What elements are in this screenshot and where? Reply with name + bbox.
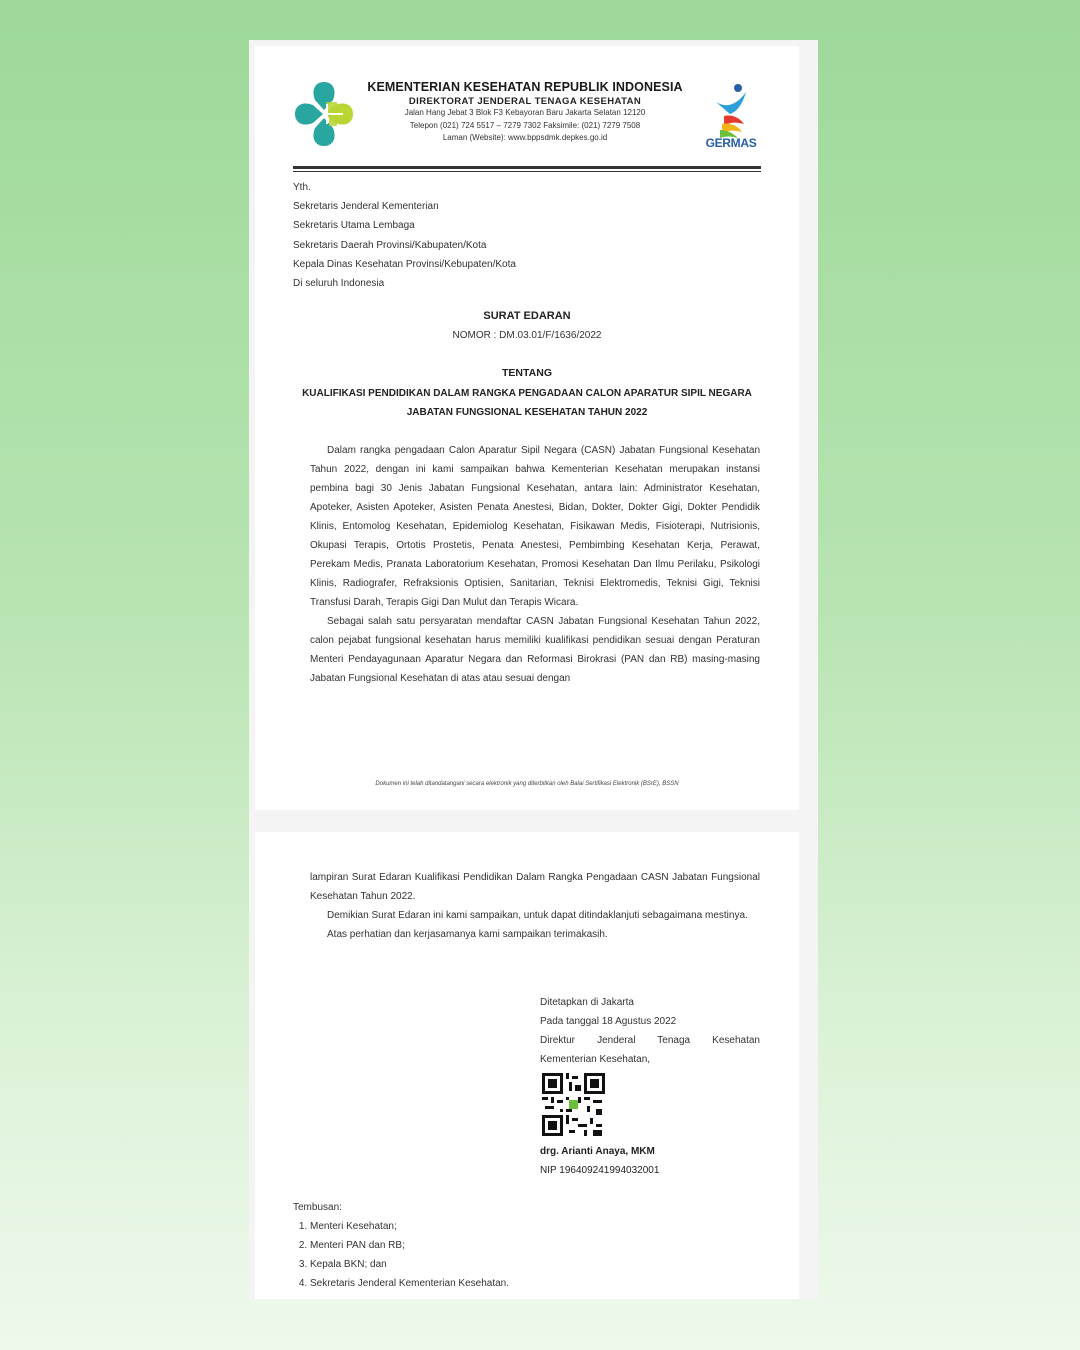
kemenkes-logo [293,80,355,148]
sign-place: Ditetapkan di Jakarta [540,997,634,1008]
recipient-line: Di seluruh Indonesia [293,278,385,290]
recipient-line: Sekretaris Utama Lembaga [293,220,415,232]
esign-footer-note: Dokumen ini telah ditandatangani secara elektronik yang diterbitkan oleh Balai Sertifikasi Elektronik (BSrE), BSSN [375,781,679,787]
recipient-line: Kepala Dinas Kesehatan Provinsi/Kebupaten/Kota [293,258,516,270]
cc-list [293,1217,509,1293]
paragraph: Atas perhatian dan kerjasamanya kami sampaikan terimakasih. [327,929,608,940]
carbon-copy [293,1198,509,1293]
cc-item: 1. Menteri Kesehatan; [310,1217,509,1236]
header-rule [293,166,761,169]
sign-date: Pada tanggal 18 Agustus 2022 [540,1016,677,1027]
signer-nip: NIP 196409241994032001 [540,1165,660,1176]
qr-code-signature [542,1073,605,1136]
recipient-line: Sekretaris Daerah Provinsi/Kabupaten/Kota [293,239,487,251]
letter-body-page-1 [310,441,760,688]
website: Laman (Website): www.bppsdmk.depkes.go.id [442,133,608,142]
germas-label: GERMAS [705,136,757,150]
ministry-name: KEMENTERIAN KESEHATAN REPUBLIK INDONESIA [367,80,683,94]
signer [540,1142,659,1180]
letter-body-page-2 [310,868,760,944]
letter-subject: KUALIFIKASI PENDIDIKAN DALAM RANGKA PENGADAAN CALON APARATUR SIPIL NEGARA JABATAN FUNGSIONAL KESEHATAN TAHUN 2022 [302,388,752,418]
paragraph: Sebagai salah satu persyaratan mendaftar CASN Jabatan Fungsional Kesehatan Tahun 2022, calon pejabat fungsional kesehatan harus memiliki kualifikasi pendidikan sesuai dengan Peraturan Menteri Pendayagunaan Aparatur Negara dan Reformasi Birokrasi (PAN dan RB) masing-masing Jabatan Fungsional Kesehatan di atas atau sesuai dengan [310,616,760,684]
header-rule-thin [293,171,761,172]
paragraph: Demikian Surat Edaran ini kami sampaikan, untuk dapat ditindaklanjuti sebagaimana mestinya. [327,910,748,921]
letter-number: NOMOR : DM.03.01/F/1636/2022 [452,330,602,341]
letter-title: SURAT EDARAN [483,310,571,322]
letter-page-1 [255,46,799,810]
recipient-line: Yth. [293,182,311,193]
letter-page-2 [255,832,799,1299]
recipients [293,178,516,293]
recipient-line: Sekretaris Jenderal Kementerian [293,201,439,213]
paragraph: lampiran Surat Edaran Kualifikasi Pendidikan Dalam Rangka Pengadaan CASN Jabatan Fungsional Kesehatan Tahun 2022. [310,872,760,902]
address: Jalan Hang Jebat 3 Blok F3 Kebayoran Baru Jakarta Selatan 12120 [404,108,646,117]
sign-position: Direktur Jenderal Tenaga Kesehatan [540,1035,760,1046]
tentang-label: TENTANG [502,367,552,379]
sign-institution: Kementerian Kesehatan, [540,1054,651,1065]
letterhead [355,80,695,145]
cc-label: Tembusan: [293,1202,342,1213]
cc-item: 3. Kepala BKN; dan [310,1255,509,1274]
cc-item: 2. Menteri PAN dan RB; [310,1236,509,1255]
signer-name: drg. Arianti Anaya, MKM [540,1146,655,1157]
cc-item: 4. Sekretaris Jenderal Kementerian Kesehatan. [310,1274,509,1293]
paragraph: Dalam rangka pengadaan Calon Aparatur Sipil Negara (CASN) Jabatan Fungsional Kesehatan Tahun 2022, dengan ini kami sampaikan bahwa Kementerian Kesehatan merupakan instansi pembina bagi 30 Jenis Jabatan Fungsional Kesehatan, antara lain: Administrator Kesehatan, Apoteker, Asisten Apoteker, Asisten Penata Anestesi, Bidan, Dokter, Dokter Gigi, Dokter Pendidik Klinis, Entomolog Kesehatan, Epidemiolog Kesehatan, Fisikawan Medis, Fisioterapi, Nutrisionis, Okupasi Terapis, Ortotis Prostetis, Penata Anestesi, Pembimbing Kesehatan Kerja, Perawat, Perekam Medis, Pranata Laboratorium Kesehatan, Promosi Kesehatan Dan Ilmu Perilaku, Psikologi Klinis, Radiografer, Refraksionis Optisien, Sanitarian, Teknisi Elektromedis, Teknisi Gigi, Teknisi Transfusi Darah, Terapis Gigi Dan Mulut dan Terapis Wicara. [310,445,760,608]
signature-block [540,993,760,1069]
phone: Telepon (021) 724 5517 – 7279 7302 Faksimile: (021) 7279 7508 [409,120,641,130]
directorate-name: DIREKTORAT JENDERAL TENAGA KESEHATAN [408,96,642,107]
